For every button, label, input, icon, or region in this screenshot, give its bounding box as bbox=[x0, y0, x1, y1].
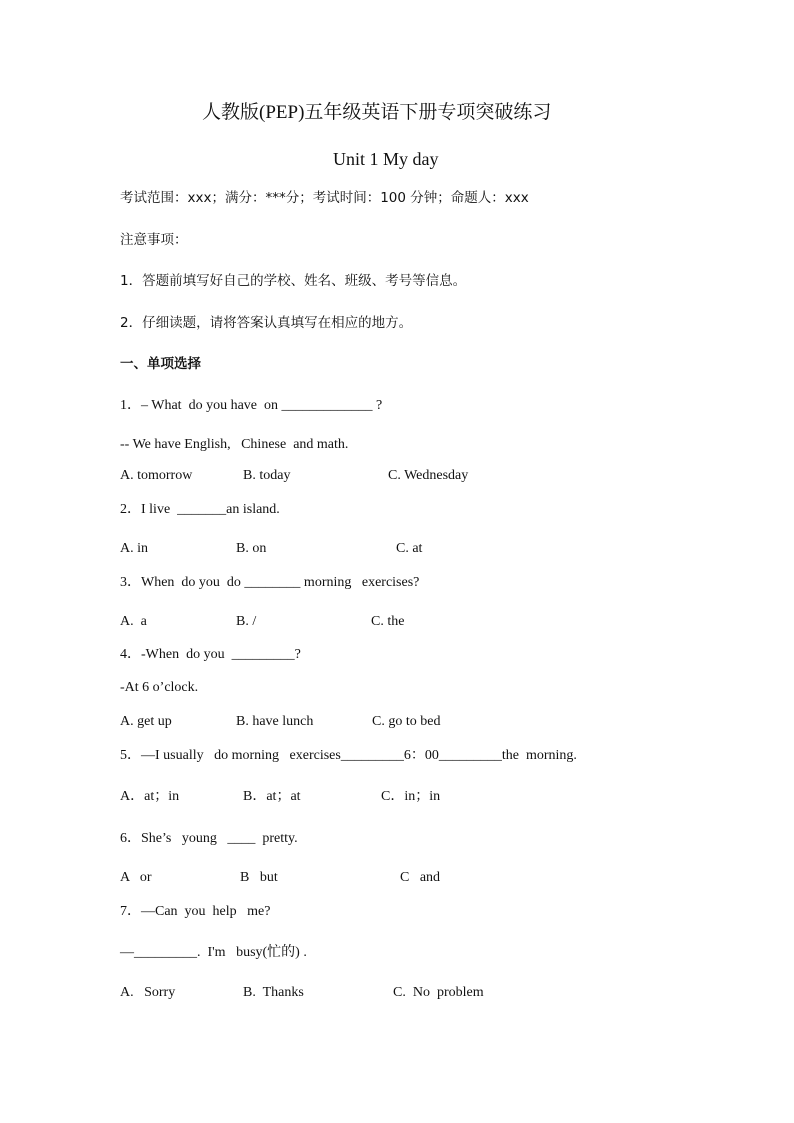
question-4-option-b: B. have lunch bbox=[236, 714, 314, 729]
exam-info: 考试范围：xxx；满分：***分；考试时间：100 分钟；命题人：xxx bbox=[120, 190, 529, 206]
question-5-option-b: B．at；at bbox=[243, 789, 301, 804]
question-7-option-b: B. Thanks bbox=[243, 985, 304, 1000]
question-2-option-a: A. in bbox=[120, 541, 148, 556]
question-4-stem: 4．-When do you _________? bbox=[120, 647, 301, 662]
question-7-stem: 7．—Can you help me? bbox=[120, 904, 271, 919]
question-3-option-b: B. / bbox=[236, 614, 257, 629]
question-6-option-b: B but bbox=[240, 870, 278, 885]
question-6-option-a: A or bbox=[120, 870, 152, 885]
question-4-option-a: A. get up bbox=[120, 714, 172, 729]
question-1-context: -- We have English, Chinese and math. bbox=[120, 437, 349, 452]
question-5-option-c: C．in；in bbox=[381, 789, 441, 804]
question-7-option-a: A. Sorry bbox=[120, 985, 176, 1000]
question-6-option-c: C and bbox=[400, 870, 441, 885]
question-2-option-c: C. at bbox=[396, 541, 423, 556]
question-5-option-a: A．at；in bbox=[120, 789, 180, 804]
question-7-context: —_________. I'm busy(忙的) . bbox=[120, 945, 307, 960]
question-5-stem: 5．—I usually do morning exercises_________6：00_________the morning. bbox=[120, 748, 577, 763]
question-1-stem: 1．– What do you have on _____________ ? bbox=[120, 398, 383, 413]
question-2-option-b: B. on bbox=[236, 541, 267, 556]
question-3-option-a: A. a bbox=[120, 614, 147, 629]
question-3-stem: 3．When do you do ________ morning exercises? bbox=[120, 575, 420, 590]
question-2-stem: 2．I live _______an island. bbox=[120, 502, 280, 517]
notice-item-1: 1．答题前填写好自己的学校、姓名、班级、考号等信息。 bbox=[120, 273, 467, 289]
question-1-option-b: B. today bbox=[243, 468, 291, 483]
document-subtitle: Unit 1 My day bbox=[333, 149, 439, 169]
question-4-context: -At 6 o’clock. bbox=[120, 680, 199, 695]
question-3-option-c: C. the bbox=[371, 614, 405, 629]
question-1-option-a: A. tomorrow bbox=[120, 468, 193, 483]
question-7-option-c: C. No problem bbox=[393, 985, 484, 1000]
question-4-option-c: C. go to bed bbox=[372, 714, 441, 729]
notice-item-2: 2．仔细读题，请将答案认真填写在相应的地方。 bbox=[120, 315, 413, 331]
notice-label: 注意事项： bbox=[120, 232, 188, 248]
document-title: 人教版(PEP)五年级英语下册专项突破练习 bbox=[202, 102, 552, 123]
section-heading: 一、单项选择 bbox=[120, 356, 201, 372]
question-6-stem: 6．She’s young ____ pretty. bbox=[120, 831, 298, 846]
question-1-option-c: C. Wednesday bbox=[388, 468, 469, 483]
